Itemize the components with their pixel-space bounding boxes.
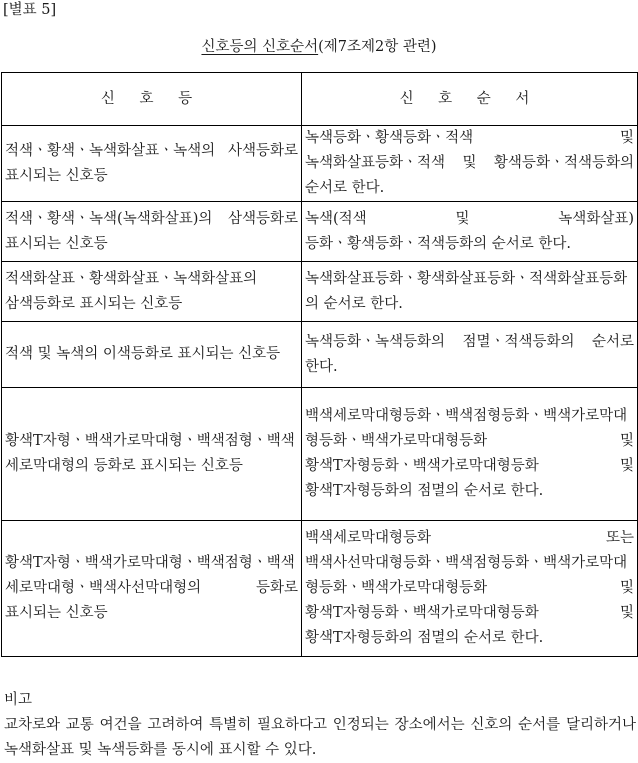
header-order: 신 호 순 서 (302, 73, 638, 126)
remarks-label: 비고 (4, 692, 33, 708)
header-signal: 신 호 등 (2, 73, 302, 126)
title-reference: (제7조제2항 관련) (318, 39, 437, 55)
order-cell: 백색세로막대형등화 또는 백색사선막대형등화ㆍ백색점형등화ㆍ백색가로막대형등화ㆍ백색가로막대형등화 및 황색T자형등화ㆍ백색가로막대형등화 및 황색T자형등화의 점멸의 순서로 한다. (302, 521, 638, 657)
order-cell: 녹색등화ㆍ녹색등화의 점멸ㆍ적색등화의 순서로 한다. (302, 322, 638, 388)
order-cell: 녹색화살표등화ㆍ황색화살표등화ㆍ적색화살표등화의 순서로 한다. (302, 262, 638, 322)
document-title (0, 36, 638, 58)
signal-order-table (1, 72, 638, 657)
table-row (2, 388, 638, 521)
table-row (2, 262, 638, 322)
order-cell: 백색세로막대형등화ㆍ백색점형등화ㆍ백색가로막대형등화ㆍ백색가로막대형등화 및 황색T자형등화ㆍ백색가로막대형등화 및 황색T자형등화의 점멸의 순서로 한다. (302, 388, 638, 521)
order-cell: 녹색등화ㆍ황색등화ㆍ적색 및 녹색화살표등화ㆍ적색 및 황색등화ㆍ적색등화의 순서로 한다. (302, 126, 638, 202)
table-row (2, 521, 638, 657)
signal-cell: 적색ㆍ황색ㆍ녹색(녹색화살표)의 삼색등화로 표시되는 신호등 (2, 202, 302, 262)
attachment-label: [별표 5] (3, 2, 57, 18)
order-cell: 녹색(적색 및 녹색화살표)등화ㆍ황색등화ㆍ적색등화의 순서로 한다. (302, 202, 638, 262)
remarks-text: 교차로와 교통 여건을 고려하여 특별히 필요하다고 인정되는 장소에서는 신호의 순서를 달리하거나 녹색화살표 및 녹색등화를 동시에 표시할 수 있다. (4, 717, 636, 758)
table-row (2, 202, 638, 262)
signal-cell: 적색화살표ㆍ황색화살표ㆍ녹색화살표의 삼색등화로 표시되는 신호등 (2, 262, 302, 322)
title-main: 신호등의 신호순서 (201, 39, 319, 55)
table-row (2, 126, 638, 202)
signal-cell: 적색ㆍ황색ㆍ녹색화살표ㆍ녹색의 사색등화로 표시되는 신호등 (2, 126, 302, 202)
signal-cell: 황색T자형ㆍ백색가로막대형ㆍ백색점형ㆍ백색세로막대형의 등화로 표시되는 신호등 (2, 388, 302, 521)
signal-cell: 황색T자형ㆍ백색가로막대형ㆍ백색점형ㆍ백색세로막대형ㆍ백색사선막대형의 등화로 표시되는 신호등 (2, 521, 302, 657)
table-header-row (2, 73, 638, 126)
signal-cell: 적색 및 녹색의 이색등화로 표시되는 신호등 (2, 322, 302, 388)
table-row (2, 322, 638, 388)
